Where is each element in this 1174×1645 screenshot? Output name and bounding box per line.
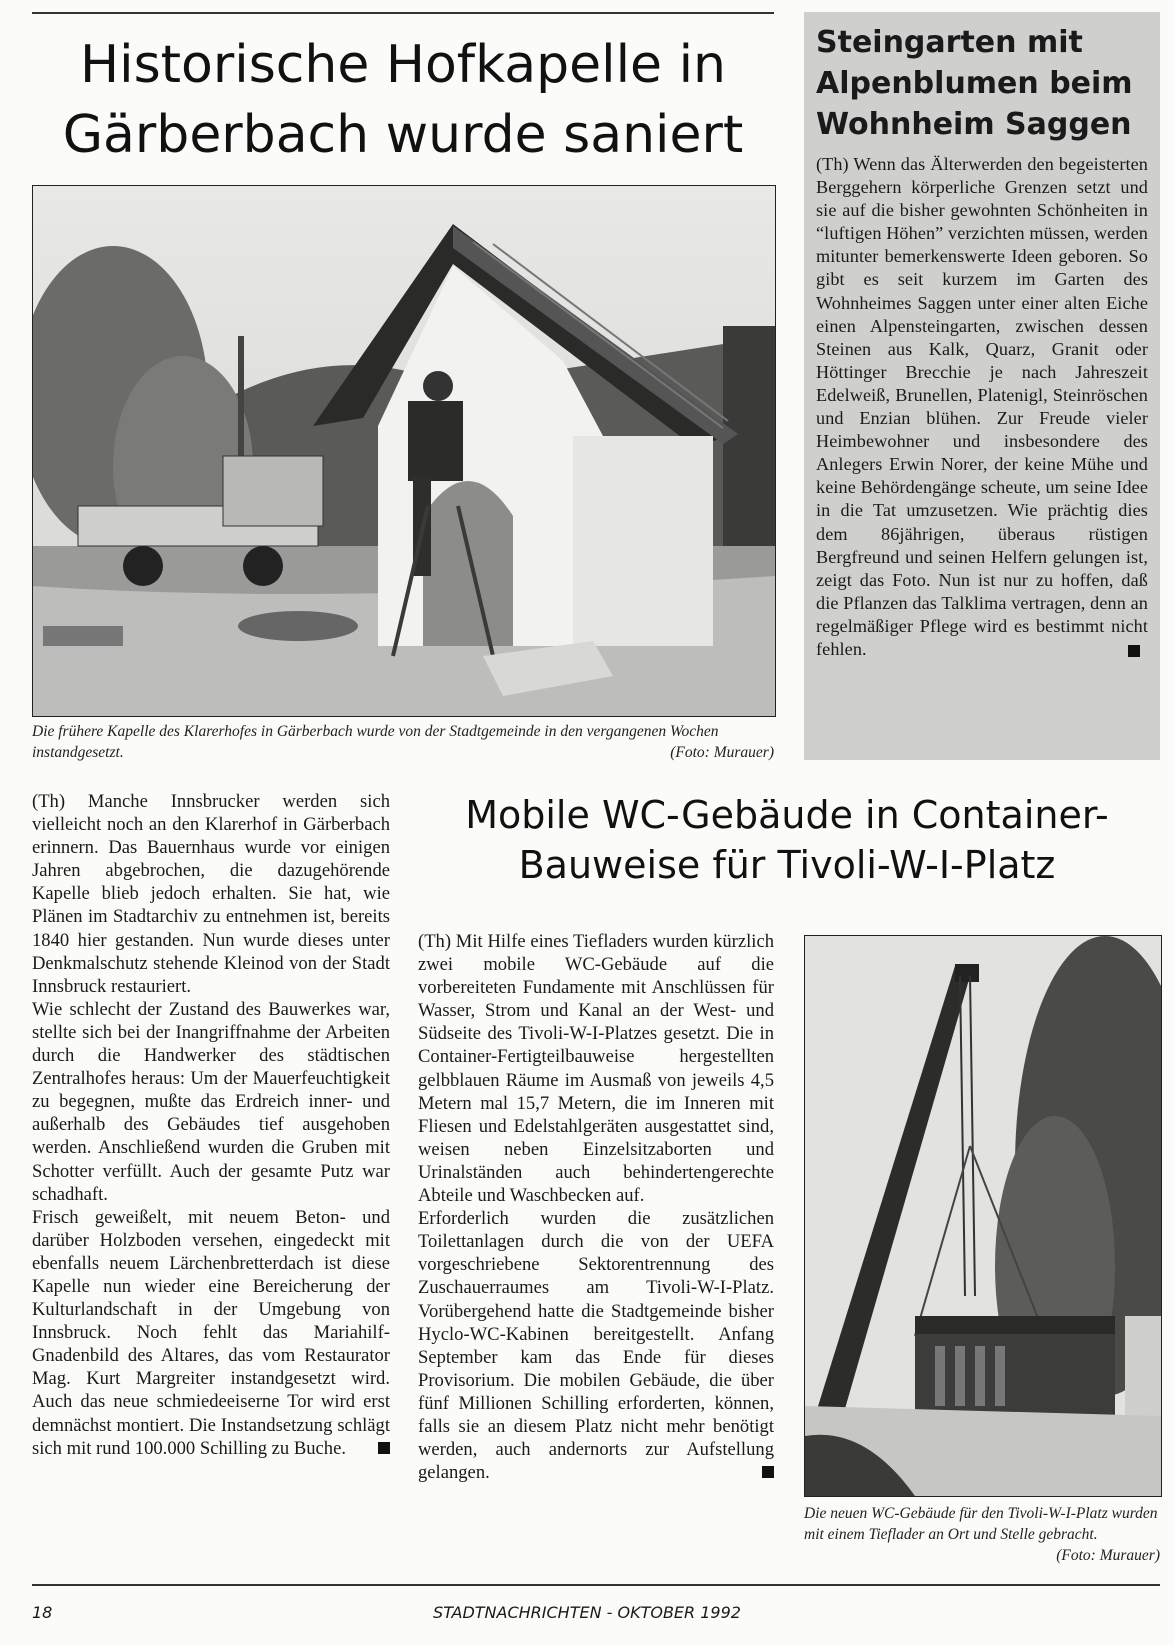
footer-rule [32, 1584, 1160, 1586]
article1-end-mark [378, 1442, 390, 1454]
crane-caption-text: Die neuen WC-Gebäude für den Tivoli-W-I-Platz wurden mit einem Tieflader an Ort und Stelle gebracht. [804, 1505, 1158, 1543]
sidebar-end-mark [1128, 645, 1140, 657]
article2-body [418, 930, 774, 1484]
chapel-caption-text: Die frühere Kapelle des Klarerhofes in Gärberbach wurde von der Stadtgemeinde in den vergangenen Wochen instandgesetzt. [32, 723, 719, 761]
article1-headline-line2: Gärberbach wurde saniert [62, 105, 744, 165]
crane-photo-image [805, 936, 1161, 1496]
chapel-photo-caption [32, 721, 774, 763]
article2-headline [414, 790, 1160, 890]
sidebar-box [804, 12, 1160, 760]
article1-paragraph-3: Frisch geweißelt, mit neuem Beton- und darüber Holzboden versehen, eingedeckt mit ebenfalls neuem Lärchenbretterdach ist diese Kapelle nun wieder eine Bereicherung der Kulturlandschaft in der Umgebung von Innsbruck. Noch fehlt das Mariahilf-Gnadenbild des Altares, das vom Restaurator Mag. Kurt Margreiter instandgesetzt wird. Auch das neue schmiedeeiserne Tor wird erst demnächst montiert. Die Instandsetzung schlägt sich mit rund 100.000 Schilling zu Buche. [32, 1206, 390, 1459]
sidebar-headline: Steingarten mit Alpenblumen beim Wohnheim Saggen [816, 25, 1133, 142]
article1-paragraph-2: Wie schlecht der Zustand des Bauwerkes war, stellte sich bei der Inangriffnahme der Arbeiten durch die Handwerker des städtischen Zentralhofes heraus: Um der Mauerfeuchtigkeit zu begegnen, mußte das Erdreich inner- und außerhalb des Gebäudes tief ausgehoben werden. Anschließend wurden die Gruben mit Schotter verfüllt. Auch der gesamte Putz war schadhaft. [32, 998, 390, 1205]
article1-headline-line1: Historische Hofkapelle in [80, 35, 726, 95]
crane-photo [804, 935, 1162, 1497]
article2-paragraph-1: (Th) Mit Hilfe eines Tiefladers wurden kürzlich zwei mobile WC-Gebäude auf die vorbereiteten Fundamente mit Anschlüssen für Wasser, Strom und Kanal an der West- und Südseite des Tivoli-W-I-Platzes gesetzt. Die in Container-Fertigteilbauweise hergestellten gelbblauen Räume im Ausmaß von jeweils 4,5 Metern mal 15,7 Metern, die im Inneren mit Fliesen und Edelstahlgeräten ausgestattet sind, weisen neben Einzelsitzaborten und Urinalständen auch behindertengerechte Abteile und Waschbecken auf. [418, 931, 774, 1207]
chapel-photo [32, 185, 776, 717]
article2-headline-line1: Mobile WC-Gebäude in Container- [465, 793, 1109, 837]
article1-paragraph-1: (Th) Manche Innsbrucker werden sich vielleicht noch an den Klarerhof in Gärberbach erinnern. Das Bauernhaus wurde vor einigen Jahren abgebrochen, die dazugehörende Kapelle blieb jedoch erhalten. Sie hat, wie Plänen im Stadtarchiv zu entnehmen ist, bereits 1840 hier gestanden. Nun wurde dieses unter Denkmalschutz stehende Kleinod von der Stadt Innsbruck restauriert. [32, 791, 390, 997]
article1-body [32, 790, 390, 1460]
publication-name: STADTNACHRICHTEN - OKTOBER 1992 [433, 1603, 741, 1622]
article1-headline [32, 30, 774, 170]
sidebar-body: (Th) Wenn das Älterwerden den begeisterten Berggehern körperliche Grenzen setzt und sie auf die bisher gewohnten Schönheiten in “luftigen Höhen” verzichten müssen, werden mitunter bemerkenswerte Ideen geboren. So gibt es seit kurzem im Garten des Wohnheimes Saggen unter einer alten Eiche einen Alpensteingarten, zwischen dessen Steinen aus Kalk, Quarz, Granit oder Höttinger Brecchie je nach Jahreszeit Edelweiß, Brunellen, Platenigl, Steinröschen und Enzian blühen. Zur Freude vieler Heimbewohner und insbesondere des Anlegers Erwin Norer, der keine Mühe und keine Behördengänge scheute, um seine Idee in die Tat umzusetzen. Wie prächtig dies dem 86jährigen, überaus rüstigen Bergfreund und seinen Helfern gelungen ist, zeigt das Foto. Nun ist nur zu hoffen, daß die Pflanzen das Talklima vertragen, denn an regelmäßiger Pflege wird es bestimmt nicht fehlen. [816, 154, 1148, 659]
article2-end-mark [762, 1466, 774, 1478]
chapel-photo-image [33, 186, 775, 716]
article2-paragraph-2: Erforderlich wurden die zusätzlichen Toilettanlagen durch die von der UEFA vorgeschriebene Sektorentrennung des Zuschauerraumes am Tivoli-W-I-Platz. Vorübergehend hatte die Stadtgemeinde bisher Hyclo-WC-Kabinen bereitgestellt. Anfang September kam das Ende für dieses Provisorium. Die mobilen Gebäude, die über fünf Millionen Schilling erforderten, können, falls sie an diesem Platz nicht mehr benötigt werden, auch andernorts zur Aufstellung gelangen. [418, 1208, 774, 1484]
chapel-caption-credit: (Foto: Murauer) [670, 744, 774, 761]
top-rule [32, 12, 774, 14]
article2-headline-line2: Bauweise für Tivoli-W-I-Platz [518, 843, 1056, 887]
page-number: 18 [32, 1603, 53, 1622]
crane-caption-credit: (Foto: Murauer) [1056, 1547, 1160, 1564]
crane-photo-caption [804, 1503, 1160, 1566]
